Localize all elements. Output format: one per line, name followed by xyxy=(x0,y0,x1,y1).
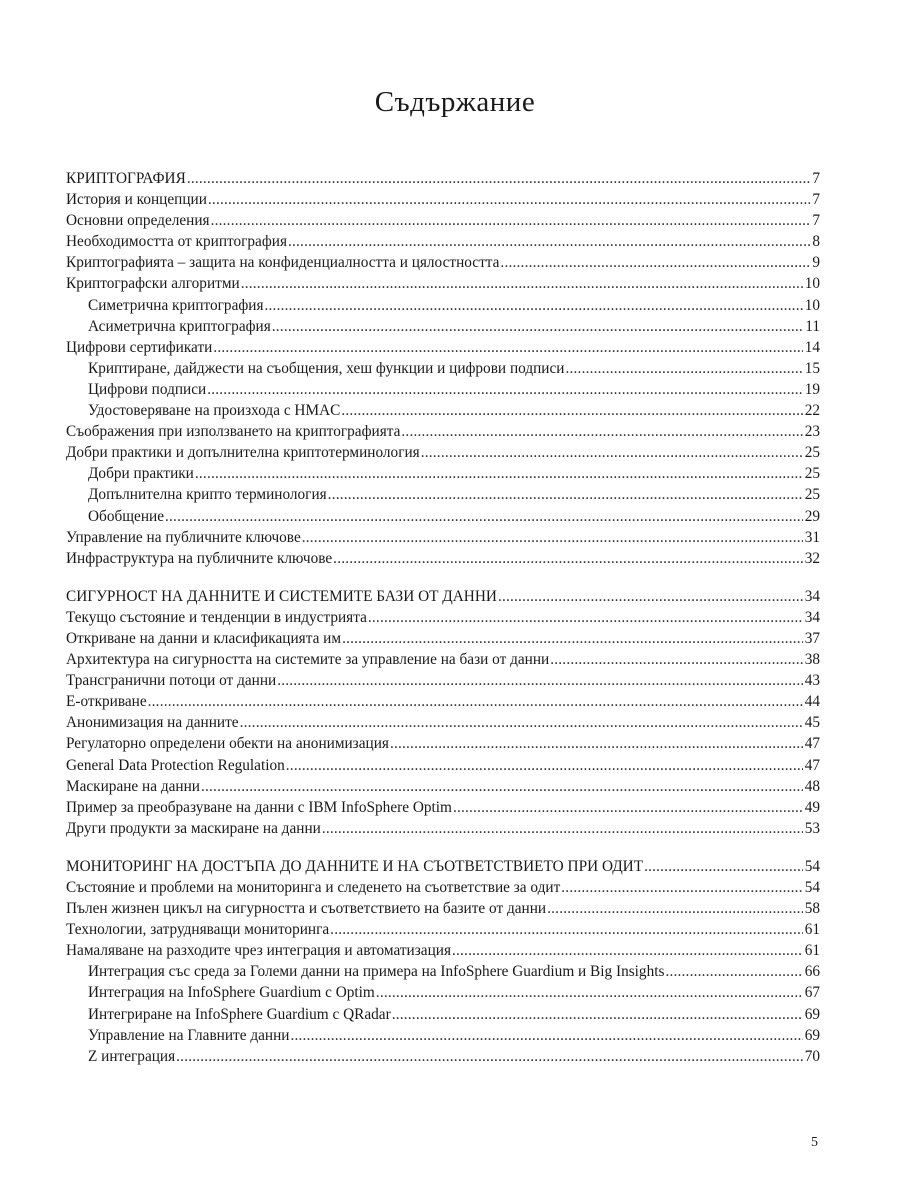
toc-entry-title: Анонимизация на данните xyxy=(66,714,239,732)
toc-entry-title: Допълнителна крипто терминология xyxy=(88,486,327,504)
toc-entry[interactable] xyxy=(66,297,820,318)
toc-entry-page: 31 xyxy=(804,528,820,546)
toc-dot-leader xyxy=(328,486,803,504)
toc-entry-page: 29 xyxy=(804,507,820,525)
toc-entry-page: 70 xyxy=(804,1047,820,1065)
toc-entry-title: Управление на публичните ключове xyxy=(66,528,301,546)
toc-section xyxy=(66,588,820,841)
toc-entry-title: Криптографията – защита на конфиденциалността и цялостността xyxy=(66,254,500,272)
toc-dot-leader xyxy=(195,465,803,483)
toc-entry-title: Съображения при използването на криптографията xyxy=(66,423,401,441)
toc-entry[interactable] xyxy=(66,609,820,630)
toc-dot-leader xyxy=(213,339,802,357)
toc-dot-leader xyxy=(665,963,802,981)
toc-entry-page: 61 xyxy=(804,921,820,939)
toc-entry-title: Състояние и проблеми на мониторинга и следенето на съответствие за одит xyxy=(66,879,561,896)
toc-entry-page: 11 xyxy=(805,317,820,335)
toc-entry-title: КРИПТОГРАФИЯ xyxy=(66,170,186,187)
toc-entry[interactable] xyxy=(66,963,820,984)
toc-dot-leader xyxy=(265,297,803,315)
table-of-contents xyxy=(66,170,820,1069)
toc-entry[interactable] xyxy=(66,879,820,900)
toc-entry-page: 10 xyxy=(804,275,820,293)
toc-entry[interactable] xyxy=(66,381,820,402)
toc-entry-page: 34 xyxy=(804,608,820,626)
toc-entry-title: Технологии, затрудняващи мониторинга xyxy=(66,921,330,939)
toc-entry-page: 43 xyxy=(804,672,820,690)
toc-entry-page: 54 xyxy=(804,879,820,896)
toc-entry-page: 54 xyxy=(804,857,820,875)
toc-entry-title: Цифрови подписи xyxy=(88,380,207,398)
toc-entry-page: 47 xyxy=(804,756,820,774)
toc-entry-title: История и концепции xyxy=(66,191,207,209)
toc-entry-page: 9 xyxy=(812,254,820,272)
toc-dot-leader xyxy=(392,1006,803,1024)
toc-entry[interactable] xyxy=(66,735,820,756)
toc-dot-leader xyxy=(322,820,803,838)
toc-entry[interactable] xyxy=(66,651,820,672)
toc-entry-title: Е-откриване xyxy=(66,693,147,711)
toc-entry[interactable] xyxy=(66,170,820,191)
toc-dot-leader xyxy=(550,651,802,669)
toc-dot-leader xyxy=(561,879,802,897)
toc-entry[interactable] xyxy=(66,508,820,529)
toc-entry[interactable] xyxy=(66,900,820,921)
toc-entry-title: Z интеграция xyxy=(88,1047,176,1065)
toc-dot-leader xyxy=(201,778,803,796)
toc-entry-page: 58 xyxy=(804,900,820,918)
toc-entry-title: Интеграция на InfoSphere Guardium с Optim xyxy=(88,984,375,1002)
toc-entry[interactable] xyxy=(66,318,820,339)
toc-entry-page: 7 xyxy=(812,191,820,209)
toc-entry-title: Трансгранични потоци от данни xyxy=(66,672,277,690)
toc-dot-leader xyxy=(341,402,802,420)
toc-entry[interactable] xyxy=(66,254,820,275)
toc-entry-page: 66 xyxy=(804,963,820,981)
toc-dot-leader xyxy=(288,233,810,251)
toc-entry[interactable] xyxy=(66,550,820,571)
toc-entry[interactable] xyxy=(66,984,820,1005)
toc-dot-leader xyxy=(165,508,803,526)
toc-entry[interactable] xyxy=(66,693,820,714)
toc-entry-page: 25 xyxy=(804,465,820,483)
toc-dot-leader xyxy=(240,714,803,732)
toc-entry-page: 7 xyxy=(812,212,820,230)
toc-dot-leader xyxy=(376,984,803,1002)
toc-entry-title: Основни определения xyxy=(66,212,210,230)
toc-entry[interactable] xyxy=(66,1048,820,1069)
toc-entry[interactable] xyxy=(66,672,820,693)
toc-entry[interactable] xyxy=(66,757,820,778)
toc-dot-leader xyxy=(277,672,803,690)
toc-entry-title: General Data Protection Regulation xyxy=(66,756,285,774)
toc-entry-title: СИГУРНОСТ НА ДАННИТЕ И СИСТЕМИТЕ БАЗИ ОТ ДАННИ xyxy=(66,587,497,605)
toc-dot-leader xyxy=(500,254,810,272)
toc-dot-leader xyxy=(401,423,802,441)
toc-entry[interactable] xyxy=(66,444,820,465)
toc-entry-page: 47 xyxy=(804,735,820,753)
toc-entry-page: 25 xyxy=(804,486,820,504)
toc-entry[interactable] xyxy=(66,212,820,233)
toc-entry-page: 53 xyxy=(804,819,820,837)
toc-dot-leader xyxy=(148,693,803,711)
toc-entry-title: Асиметрична криптография xyxy=(88,317,271,335)
toc-entry[interactable] xyxy=(66,529,820,550)
toc-entry-page: 67 xyxy=(804,984,820,1002)
toc-entry-title: Архитектура на сигурността на системите за управление на бази от данни xyxy=(66,651,550,669)
toc-entry[interactable] xyxy=(66,191,820,212)
toc-entry-title: Пълен жизнен цикъл на сигурността и съответствието на базите от данни xyxy=(66,900,547,918)
toc-dot-leader xyxy=(565,360,802,378)
toc-dot-leader xyxy=(330,921,803,939)
toc-entry[interactable] xyxy=(66,233,820,254)
toc-entry-page: 45 xyxy=(804,714,820,732)
toc-entry-page: 10 xyxy=(804,296,820,314)
toc-entry-title: Добри практики и допълнителна криптотерминология xyxy=(66,444,420,462)
toc-entry[interactable] xyxy=(66,942,820,963)
toc-entry-page: 19 xyxy=(804,380,820,398)
toc-entry-title: Интегриране на InfoSphere Guardium с QRadar xyxy=(88,1005,391,1023)
toc-dot-leader xyxy=(421,444,803,462)
toc-entry[interactable] xyxy=(66,275,820,296)
toc-entry[interactable] xyxy=(66,1027,820,1048)
toc-dot-leader xyxy=(644,858,803,876)
toc-dot-leader xyxy=(302,529,803,547)
toc-entry-title: Криптографски алгоритми xyxy=(66,275,240,293)
toc-entry-page: 23 xyxy=(804,423,820,441)
toc-dot-leader xyxy=(208,191,810,209)
toc-dot-leader xyxy=(187,170,811,188)
toc-entry-title: Цифрови сертификати xyxy=(66,338,213,356)
toc-entry[interactable] xyxy=(66,714,820,735)
toc-entry-title: Симетрична криптография xyxy=(88,296,264,314)
toc-entry-title: Регулаторно определени обекти на анонимизация xyxy=(66,735,389,753)
toc-entry-page: 48 xyxy=(804,777,820,795)
toc-entry-title: Пример за преобразуване на данни с IBM InfoSphere Optim xyxy=(66,798,452,816)
toc-entry-title: Откриване на данни и класификацията им xyxy=(66,629,342,647)
toc-entry-title: Обобщение xyxy=(88,507,164,525)
toc-entry-page: 69 xyxy=(804,1026,820,1044)
toc-entry[interactable] xyxy=(66,858,820,879)
toc-dot-leader xyxy=(390,735,803,753)
toc-dot-leader xyxy=(290,1027,802,1045)
toc-entry[interactable] xyxy=(66,465,820,486)
toc-dot-leader xyxy=(241,275,803,293)
toc-entry-page: 14 xyxy=(804,338,820,356)
toc-entry[interactable] xyxy=(66,778,820,799)
toc-dot-leader xyxy=(272,318,804,336)
toc-entry[interactable] xyxy=(66,799,820,820)
toc-entry-title: МОНИТОРИНГ НА ДОСТЪПА ДО ДАННИТЕ И НА СЪОТВЕТСТВИЕТО ПРИ ОДИТ xyxy=(66,857,644,875)
toc-entry-title: Намаляване на разходите чрез интеграция и автоматизация xyxy=(66,942,451,960)
toc-entry[interactable] xyxy=(66,486,820,507)
toc-entry-page: 44 xyxy=(804,693,820,711)
toc-dot-leader xyxy=(453,799,803,817)
toc-entry-page: 38 xyxy=(804,651,820,669)
toc-entry[interactable] xyxy=(66,630,820,651)
toc-entry-page: 37 xyxy=(804,629,820,647)
toc-dot-leader xyxy=(547,900,803,918)
toc-entry-page: 25 xyxy=(804,444,820,462)
toc-dot-leader xyxy=(333,550,803,568)
toc-entry-page: 8 xyxy=(812,233,820,251)
toc-entry[interactable] xyxy=(66,820,820,841)
toc-section xyxy=(66,170,820,571)
toc-section xyxy=(66,858,820,1069)
toc-dot-leader xyxy=(342,630,803,648)
toc-dot-leader xyxy=(286,757,803,775)
toc-dot-leader xyxy=(368,609,803,627)
toc-entry[interactable] xyxy=(66,588,820,609)
toc-entry-page: 49 xyxy=(804,798,820,816)
toc-entry[interactable] xyxy=(66,339,820,360)
toc-entry[interactable] xyxy=(66,402,820,423)
toc-dot-leader xyxy=(211,212,811,230)
toc-dot-leader xyxy=(452,942,803,960)
toc-entry-title: Управление на Главните данни xyxy=(88,1026,290,1044)
toc-entry-title: Необходимостта от криптография xyxy=(66,233,287,251)
page-number: 5 xyxy=(811,1135,818,1150)
toc-entry-title: Маскиране на данни xyxy=(66,777,200,795)
toc-entry-title: Интеграция със среда за Големи данни на примера на InfoSphere Guardium и Big Insights xyxy=(88,963,665,981)
toc-entry-title: Удостоверяване на произхода с HMAC xyxy=(88,402,341,420)
toc-entry[interactable] xyxy=(66,360,820,381)
toc-entry-title: Други продукти за маскиране на данни xyxy=(66,819,321,837)
toc-entry-page: 22 xyxy=(804,402,820,420)
toc-dot-leader xyxy=(176,1048,803,1066)
toc-entry-title: Инфраструктура на публичните ключове xyxy=(66,549,333,567)
toc-dot-leader xyxy=(207,381,803,399)
toc-entry-page: 69 xyxy=(804,1005,820,1023)
page-title: Съдържание xyxy=(374,86,536,118)
toc-entry-title: Добри практики xyxy=(88,465,194,483)
toc-entry-page: 32 xyxy=(804,549,820,567)
toc-entry-page: 61 xyxy=(804,942,820,960)
toc-entry[interactable] xyxy=(66,1006,820,1027)
toc-entry[interactable] xyxy=(66,921,820,942)
toc-entry-page: 15 xyxy=(804,359,820,377)
toc-entry-title: Текущо състояние и тенденции в индустрията xyxy=(66,608,367,626)
toc-entry[interactable] xyxy=(66,423,820,444)
toc-dot-leader xyxy=(498,588,803,606)
toc-entry-page: 7 xyxy=(812,170,820,187)
toc-entry-page: 34 xyxy=(804,587,820,605)
toc-entry-title: Криптиране, дайджести на съобщения, хеш функции и цифрови подписи xyxy=(88,359,565,377)
